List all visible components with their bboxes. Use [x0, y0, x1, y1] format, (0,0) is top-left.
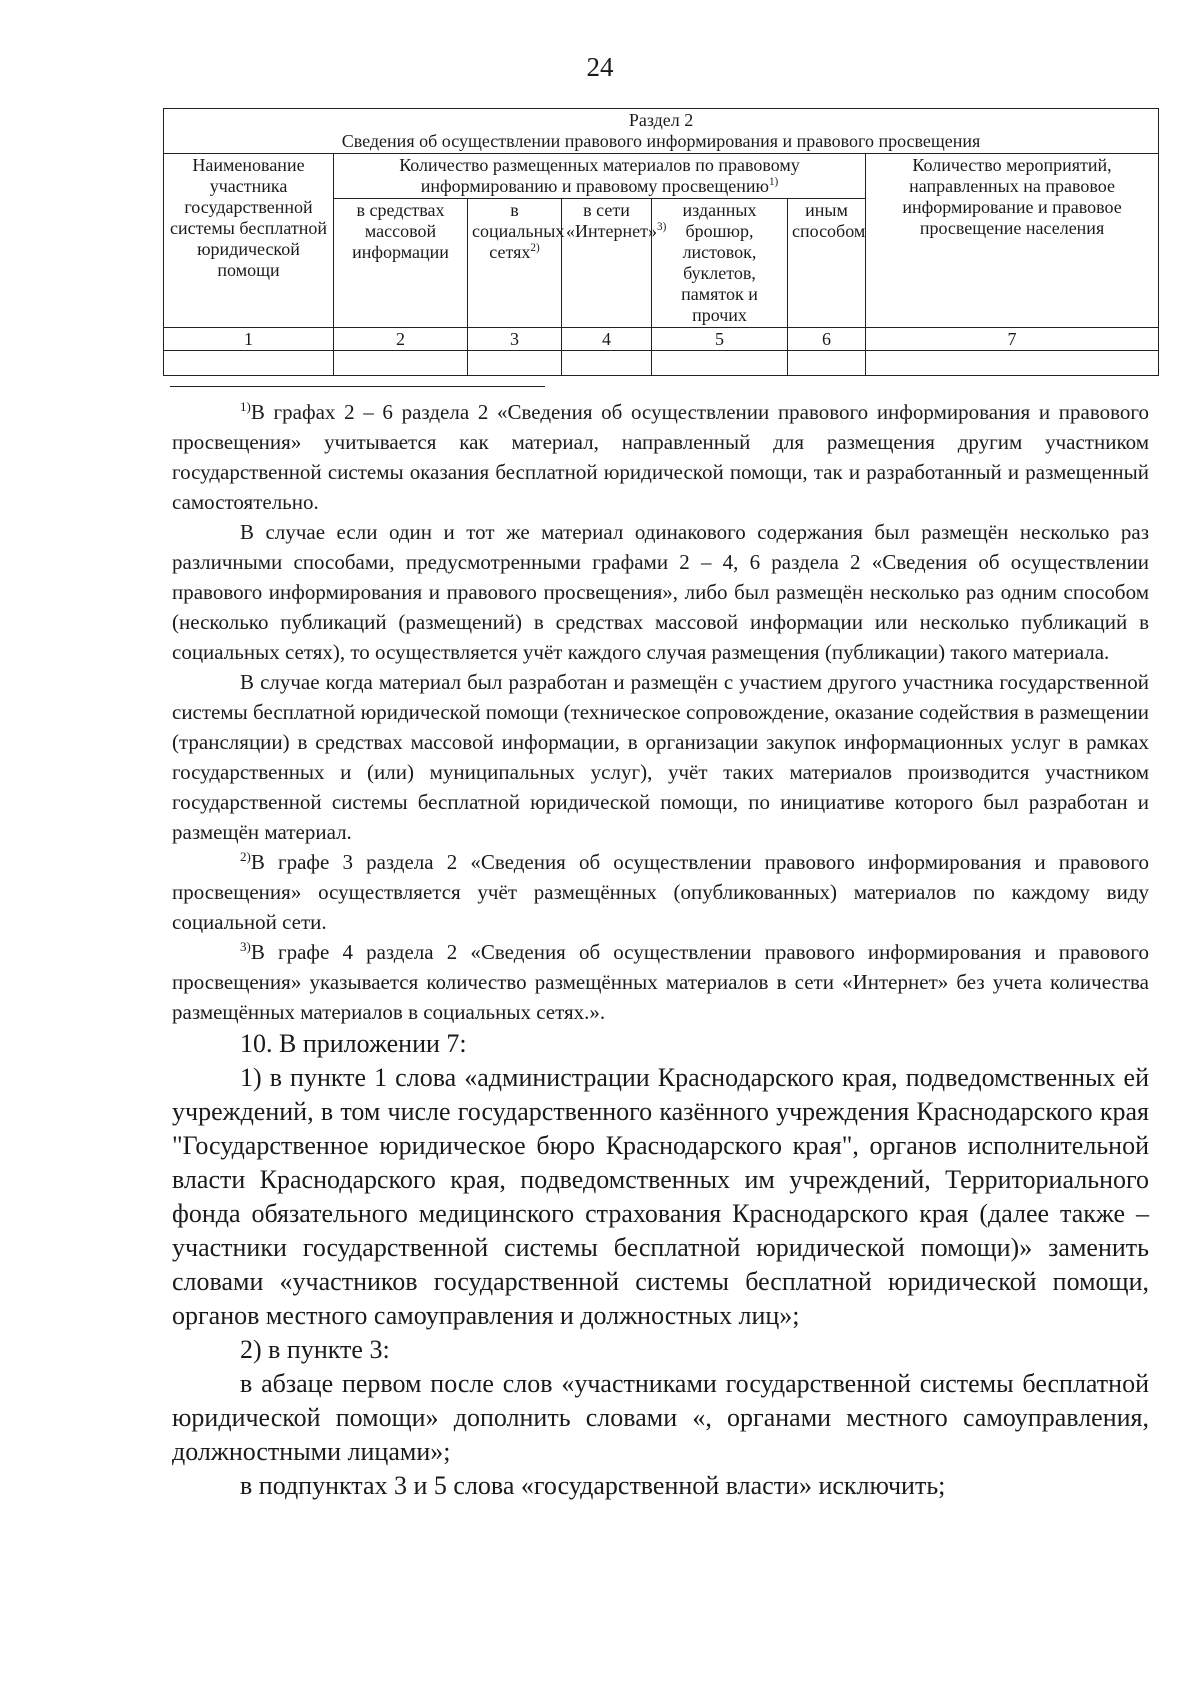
- amendments: [172, 1027, 1149, 1503]
- section-subtitle: Сведения об осуществлении правового информирования и правового просвещения: [341, 131, 981, 151]
- subheader-internet: в сети «Интернет»$^{3)}$: [562, 199, 652, 328]
- header-events: Количество мероприятий, направленных на правовое информирование и правовое просвещение населения: [866, 154, 1159, 328]
- column-number: 5: [652, 328, 788, 351]
- table-cell: [788, 351, 866, 376]
- table-cell: [562, 351, 652, 376]
- table-cell: [652, 351, 788, 376]
- footnote-divider: [170, 386, 545, 387]
- column-number: 3: [468, 328, 562, 351]
- column-number-row: [164, 328, 1159, 351]
- footnote-1: $^{1)}$В графах 2 – 6 раздела 2 «Сведения об осуществлении правового информирования и правового просвещения» учитывается как материал, направленный для размещения другим участником государственной системы оказания бесплатной юридической помощи, так и разработанный и размещенный самостоятельно.: [172, 399, 1149, 514]
- table-header-row: [164, 154, 1159, 199]
- footnote-3: $^{3)}$В графе 4 раздела 2 «Сведения об осуществлении правового информирования и правового просвещения» указывается количество размещённых материалов в сети «Интернет» без учета количества размещённых материалов в социальных сетях.».: [172, 939, 1149, 1024]
- column-number: 4: [562, 328, 652, 351]
- section-2-table: [163, 108, 1159, 376]
- footnotes: [172, 397, 1149, 1027]
- section-title: Раздел 2: [628, 110, 694, 130]
- header-participant: Наименование участника государственной системы бесплатной юридической помощи: [164, 154, 334, 328]
- subitem-1: 1) в пункте 1 слова «администрации Краснодарского края, подведомственных ей учреждений, в том числе государственного казённого учреждения Краснодарского края "Государственное юридическое бюро Краснодарского края", органов исполнительной власти Краснодарского края, подведомственных им учреждений, Территориального фонда обязательного медицинского страхования Краснодарского края (далее также – участники государственной системы бесплатной юридической помощи)» заменить словами «участников государственной системы бесплатной юридической помощи, органов местного самоуправления и должностных лиц»;: [172, 1063, 1149, 1330]
- subheader-printed: изданных брошюр, листовок, буклетов, памяток и прочих: [652, 199, 788, 328]
- column-number: 6: [788, 328, 866, 351]
- column-number: 1: [164, 328, 334, 351]
- table-cell: [164, 351, 334, 376]
- subheader-mass-media: в средствах массовой информации: [334, 199, 468, 328]
- page-number: 24: [586, 52, 614, 82]
- subitem-2-paragraph-2: в подпунктах 3 и 5 слова «государственной власти» исключить;: [240, 1471, 946, 1500]
- subheader-social-networks: в социальных сетях$^{2)}$: [468, 199, 562, 328]
- empty-data-row: [164, 351, 1159, 376]
- table-cell: [468, 351, 562, 376]
- table-cell: [866, 351, 1159, 376]
- table-caption-row: [164, 109, 1159, 154]
- footnote-1-paragraph-2: В случае если один и тот же материал одинакового содержания был размещён несколько раз различными способами, предусмотренными графами 2 – 4, 6 раздела 2 «Сведения об осуществлении правового информирования и правового просвещения», либо был размещён несколько раз одним способом (несколько публикаций (размещений) в средствах массовой информации или несколько публикаций в социальных сетях), то осуществляется учёт каждого случая размещения (публикации) такого материала.: [172, 520, 1149, 664]
- column-number: 7: [866, 328, 1159, 351]
- table-cell: [334, 351, 468, 376]
- subitem-2-paragraph-1: в абзаце первом после слов «участниками государственной системы бесплатной юридической помощи» дополнить словами «, органами местного самоуправления, должностными лицами»;: [172, 1369, 1149, 1466]
- subheader-other: иным способом: [788, 199, 866, 328]
- document-body: [172, 397, 1149, 1503]
- item-10-heading: 10. В приложении 7:: [240, 1029, 467, 1058]
- header-materials-group: Количество размещенных материалов по правовому информированию и правовому просвещению$^{1)}$: [334, 154, 866, 199]
- footnote-2: $^{2)}$В графе 3 раздела 2 «Сведения об осуществлении правового информирования и правового просвещения» осуществляется учёт размещённых (опубликованных) материалов по каждому виду социальной сети.: [172, 849, 1149, 934]
- subitem-2: 2) в пункте 3:: [240, 1335, 390, 1364]
- footnote-1-paragraph-3: В случае когда материал был разработан и размещён с участием другого участника государственной системы бесплатной юридической помощи (техническое сопровождение, оказание содействия в размещении (трансляции) в средствах массовой информации, в организации закупок информационных услуг в рамках государственных и (или) муниципальных услуг), учёт таких материалов производится участником государственной системы бесплатной юридической помощи, по инициативе которого был разработан и размещён материал.: [172, 670, 1149, 844]
- table-caption: [164, 109, 1159, 154]
- column-number: 2: [334, 328, 468, 351]
